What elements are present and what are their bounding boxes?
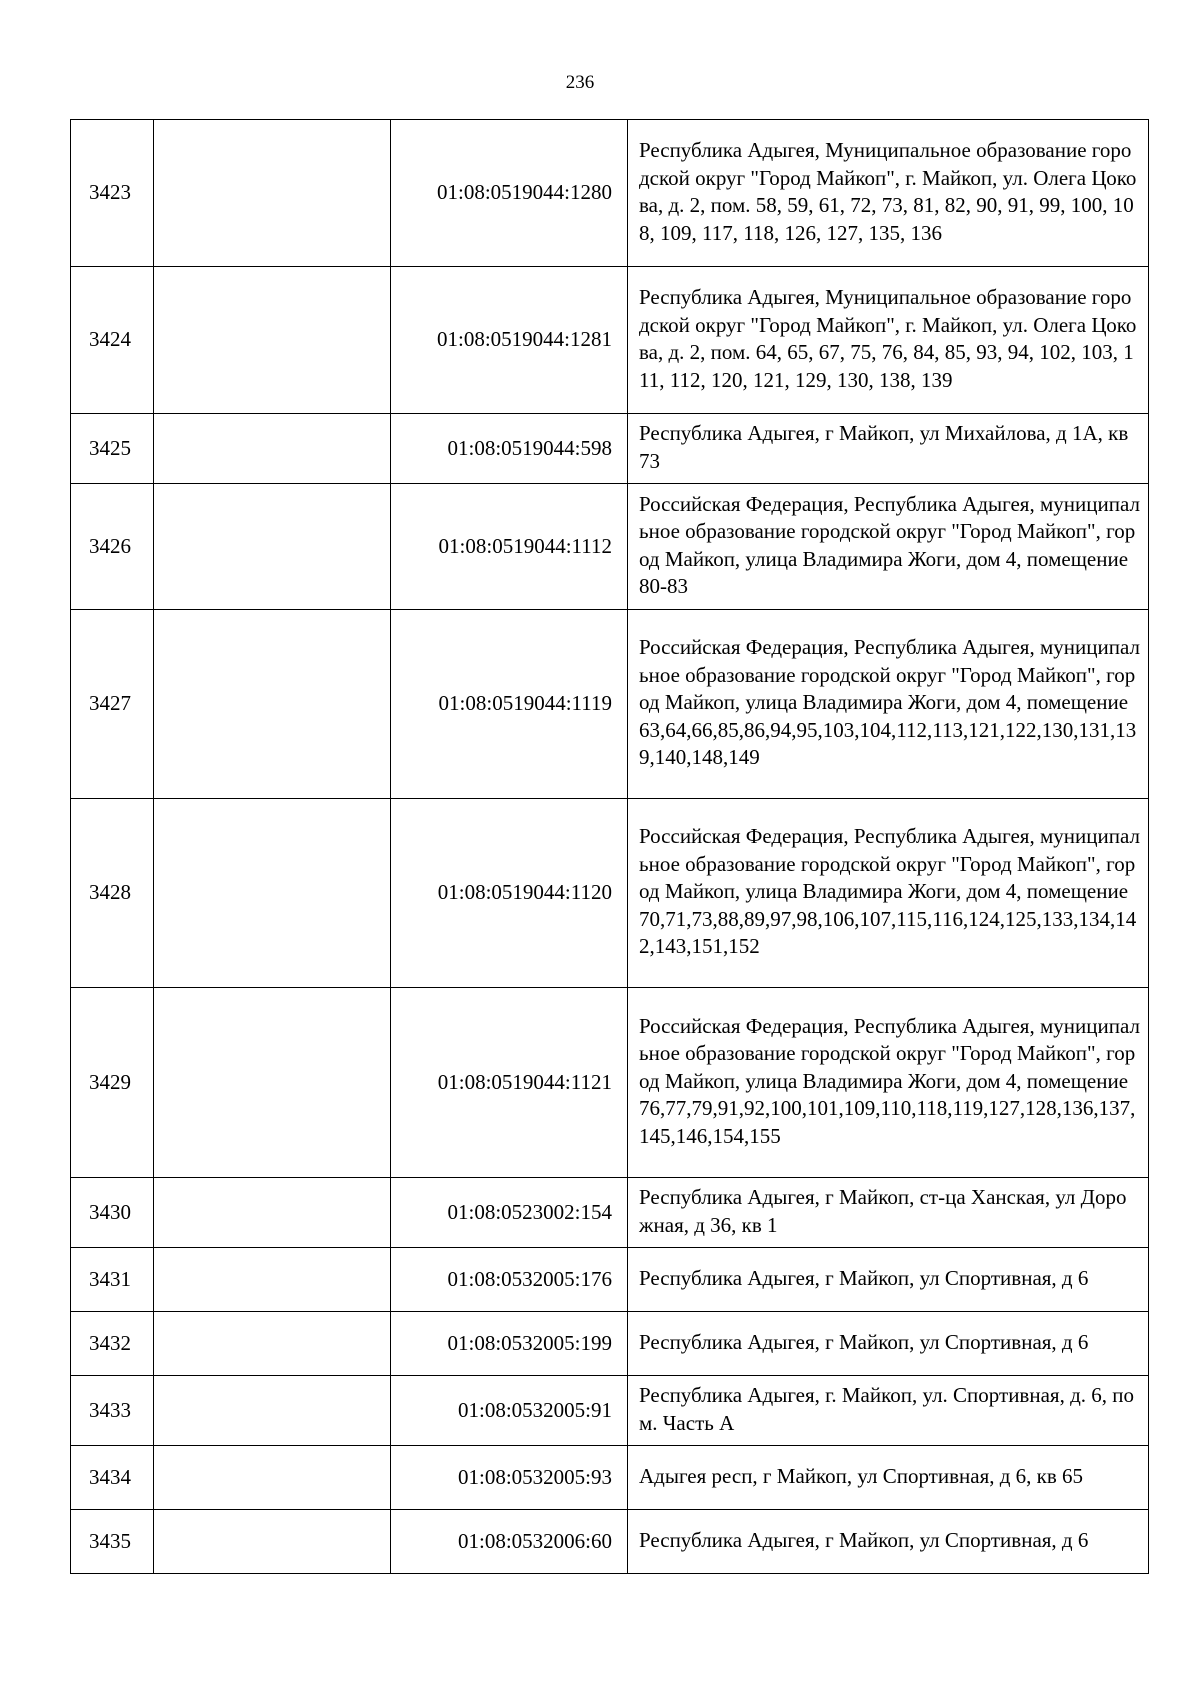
- table-row: [71, 1178, 1149, 1248]
- row-number: 3432: [71, 1312, 154, 1376]
- row-number: 3427: [71, 610, 154, 799]
- table-row: [71, 120, 1149, 267]
- empty-cell: [154, 1312, 391, 1376]
- row-number: 3433: [71, 1376, 154, 1446]
- empty-cell: [154, 1446, 391, 1510]
- cadastral-number: 01:08:0532005:91: [391, 1376, 628, 1446]
- address: Республика Адыгея, Муниципальное образование городской округ "Город Майкоп", г. Майкоп, ул. Олега Цокова, д. 2, пом. 64, 65, 67, 75, 76, 84, 85, 93, 94, 102, 103, 111, 112, 120, 121, 129, 130, 138, 139: [628, 267, 1149, 414]
- address: Республика Адыгея, г Майкоп, ул Спортивная, д 6: [628, 1312, 1149, 1376]
- cadastral-number: 01:08:0519044:1280: [391, 120, 628, 267]
- cadastral-number: 01:08:0523002:154: [391, 1178, 628, 1248]
- registry-table: [70, 119, 1149, 1574]
- cadastral-number: 01:08:0519044:1281: [391, 267, 628, 414]
- table-row: [71, 988, 1149, 1178]
- address: Республика Адыгея, г Майкоп, ул Спортивная, д 6: [628, 1248, 1149, 1312]
- row-number: 3424: [71, 267, 154, 414]
- address: Российская Федерация, Республика Адыгея, муниципальное образование городской округ "Город Майкоп", город Майкоп, улица Владимира Жоги, дом 4, помещение 63,64,66,85,86,94,95,103,104,112,113,121,122,130,131,139,140,148,149: [628, 610, 1149, 799]
- row-number: 3423: [71, 120, 154, 267]
- row-number: 3428: [71, 799, 154, 988]
- table-row: [71, 414, 1149, 484]
- address: Республика Адыгея, г. Майкоп, ул. Спортивная, д. 6, пом. Часть А: [628, 1376, 1149, 1446]
- address: Российская Федерация, Республика Адыгея, муниципальное образование городской округ "Город Майкоп", город Майкоп, улица Владимира Жоги, дом 4, помещение 70,71,73,88,89,97,98,106,107,115,116,124,125,133,134,142,143,151,152: [628, 799, 1149, 988]
- row-number: 3435: [71, 1510, 154, 1574]
- table-row: [71, 1312, 1149, 1376]
- table-row: [71, 610, 1149, 799]
- address: Российская Федерация, Республика Адыгея, муниципальное образование городской округ "Город Майкоп", город Майкоп, улица Владимира Жоги, дом 4, помещение 76,77,79,91,92,100,101,109,110,118,119,127,128,136,137,145,146,154,155: [628, 988, 1149, 1178]
- empty-cell: [154, 1510, 391, 1574]
- address: Республика Адыгея, г Майкоп, ст-ца Ханская, ул Дорожная, д 36, кв 1: [628, 1178, 1149, 1248]
- row-number: 3431: [71, 1248, 154, 1312]
- table-row: [71, 1376, 1149, 1446]
- cadastral-number: 01:08:0532005:93: [391, 1446, 628, 1510]
- table-row: [71, 484, 1149, 610]
- address: Республика Адыгея, г Майкоп, ул Михайлова, д 1А, кв 73: [628, 414, 1149, 484]
- table-row: [71, 799, 1149, 988]
- empty-cell: [154, 484, 391, 610]
- empty-cell: [154, 610, 391, 799]
- row-number: 3426: [71, 484, 154, 610]
- empty-cell: [154, 414, 391, 484]
- cadastral-number: 01:08:0532005:199: [391, 1312, 628, 1376]
- address: Российская Федерация, Республика Адыгея, муниципальное образование городской округ "Город Майкоп", город Майкоп, улица Владимира Жоги, дом 4, помещение 80-83: [628, 484, 1149, 610]
- empty-cell: [154, 1376, 391, 1446]
- row-number: 3430: [71, 1178, 154, 1248]
- empty-cell: [154, 1248, 391, 1312]
- empty-cell: [154, 988, 391, 1178]
- row-number: 3425: [71, 414, 154, 484]
- empty-cell: [154, 799, 391, 988]
- cadastral-number: 01:08:0519044:598: [391, 414, 628, 484]
- row-number: 3429: [71, 988, 154, 1178]
- table-row: [71, 1248, 1149, 1312]
- address: Республика Адыгея, Муниципальное образование городской округ "Город Майкоп", г. Майкоп, ул. Олега Цокова, д. 2, пом. 58, 59, 61, 72, 73, 81, 82, 90, 91, 99, 100, 108, 109, 117, 118, 126, 127, 135, 136: [628, 120, 1149, 267]
- empty-cell: [154, 1178, 391, 1248]
- cadastral-number: 01:08:0519044:1121: [391, 988, 628, 1178]
- cadastral-number: 01:08:0532006:60: [391, 1510, 628, 1574]
- empty-cell: [154, 267, 391, 414]
- cadastral-number: 01:08:0519044:1119: [391, 610, 628, 799]
- table-row: [71, 1510, 1149, 1574]
- address: Республика Адыгея, г Майкоп, ул Спортивная, д 6: [628, 1510, 1149, 1574]
- table-row: [71, 267, 1149, 414]
- empty-cell: [154, 120, 391, 267]
- address: Адыгея респ, г Майкоп, ул Спортивная, д 6, кв 65: [628, 1446, 1149, 1510]
- cadastral-number: 01:08:0519044:1112: [391, 484, 628, 610]
- cadastral-number: 01:08:0519044:1120: [391, 799, 628, 988]
- row-number: 3434: [71, 1446, 154, 1510]
- page-number: 236: [565, 72, 595, 93]
- cadastral-number: 01:08:0532005:176: [391, 1248, 628, 1312]
- table-row: [71, 1446, 1149, 1510]
